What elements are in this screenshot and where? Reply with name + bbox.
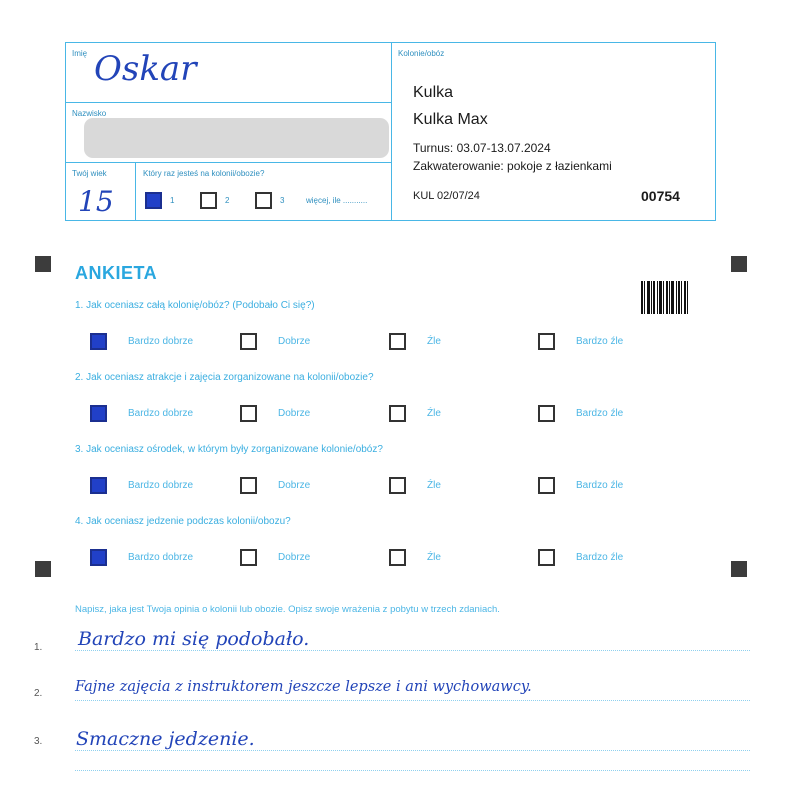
times-checkbox-3[interactable]: [255, 192, 272, 209]
times-option-3: 3: [280, 196, 285, 205]
opinion-line-2[interactable]: Fajne zajęcia z instruktorem jeszcze lepsze i ani wychowawcy.: [75, 679, 532, 695]
q2-option-label: Dobrze: [278, 408, 311, 419]
q3-option-label: Źle: [427, 480, 441, 491]
q1-option-label: Źle: [427, 336, 441, 347]
accommodation: Zakwaterowanie: pokoje z łazienkami: [413, 159, 612, 173]
camp-name: Kulka: [413, 84, 454, 101]
q4-option-label: Bardzo źle: [576, 552, 624, 563]
camp-code: KUL 02/07/24: [413, 190, 480, 202]
line-number: 3.: [34, 736, 43, 747]
times-option-more: więcej, ile ...........: [306, 196, 368, 205]
form-number: 00754: [641, 188, 680, 204]
q2-checkbox-bardzo-zle[interactable]: [538, 405, 555, 422]
q1-option-label: Bardzo źle: [576, 336, 624, 347]
opinion-line-3[interactable]: Smaczne jedzenie.: [76, 728, 255, 750]
first-name-field[interactable]: Oskar: [94, 49, 197, 89]
first-name-label: Imię: [72, 49, 88, 58]
divider: [135, 162, 136, 220]
times-label: Który raz jesteś na kolonii/obozie?: [143, 169, 265, 178]
times-checkbox-1[interactable]: [145, 192, 162, 209]
q4-checkbox-zle[interactable]: [389, 549, 406, 566]
q3-checkbox-bardzo-zle[interactable]: [538, 477, 555, 494]
times-checkbox-2[interactable]: [200, 192, 217, 209]
line-number: 1.: [34, 642, 43, 653]
writing-line: [75, 750, 750, 751]
q4-option-label: Źle: [427, 552, 441, 563]
q1-checkbox-zle[interactable]: [389, 333, 406, 350]
turnus-dates: Turnus: 03.07-13.07.2024: [413, 141, 551, 155]
question-1: 1. Jak oceniasz całą kolonię/obóz? (Podobało Ci się?): [75, 300, 315, 311]
q3-option-label: Bardzo dobrze: [128, 480, 194, 491]
q4-checkbox-bardzo-zle[interactable]: [538, 549, 555, 566]
surname-redacted-field[interactable]: [84, 118, 389, 158]
registration-marker: [731, 561, 747, 577]
q2-checkbox-dobrze[interactable]: [240, 405, 257, 422]
barcode: [641, 281, 692, 314]
q2-checkbox-zle[interactable]: [389, 405, 406, 422]
registration-marker: [35, 561, 51, 577]
divider: [66, 102, 391, 103]
personal-info-form: [65, 42, 716, 221]
q4-option-label: Dobrze: [278, 552, 311, 563]
q3-checkbox-dobrze[interactable]: [240, 477, 257, 494]
registration-marker: [35, 256, 51, 272]
q3-option-label: Dobrze: [278, 480, 311, 491]
q4-checkbox-dobrze[interactable]: [240, 549, 257, 566]
registration-marker: [731, 256, 747, 272]
age-field[interactable]: 15: [78, 185, 114, 218]
survey-title: ANKIETA: [75, 263, 158, 283]
camp-variant: Kulka Max: [413, 111, 488, 128]
q3-option-label: Bardzo źle: [576, 480, 624, 491]
q1-checkbox-dobrze[interactable]: [240, 333, 257, 350]
question-2: 2. Jak oceniasz atrakcje i zajęcia zorganizowane na kolonii/obozie?: [75, 372, 374, 383]
divider: [391, 43, 392, 220]
line-number: 2.: [34, 688, 43, 699]
q1-option-label: Bardzo dobrze: [128, 336, 194, 347]
q1-option-label: Dobrze: [278, 336, 311, 347]
q4-checkbox-bardzo-dobrze[interactable]: [90, 549, 107, 566]
q4-option-label: Bardzo dobrze: [128, 552, 194, 563]
writing-line: [75, 770, 750, 771]
camp-label: Kolonie/obóz: [398, 49, 445, 58]
times-option-2: 2: [225, 196, 230, 205]
age-label: Twój wiek: [72, 169, 107, 178]
q2-option-label: Bardzo dobrze: [128, 408, 194, 419]
q2-checkbox-bardzo-dobrze[interactable]: [90, 405, 107, 422]
q1-checkbox-bardzo-zle[interactable]: [538, 333, 555, 350]
q2-option-label: Źle: [427, 408, 441, 419]
question-4: 4. Jak oceniasz jedzenie podczas kolonii/obozu?: [75, 516, 291, 527]
surname-label: Nazwisko: [72, 109, 107, 118]
q3-checkbox-zle[interactable]: [389, 477, 406, 494]
q2-option-label: Bardzo źle: [576, 408, 624, 419]
divider: [66, 162, 391, 163]
times-option-1: 1: [170, 196, 175, 205]
q3-checkbox-bardzo-dobrze[interactable]: [90, 477, 107, 494]
writing-line: [75, 700, 750, 701]
q1-checkbox-bardzo-dobrze[interactable]: [90, 333, 107, 350]
question-3: 3. Jak oceniasz ośrodek, w którym były zorganizowane kolonie/obóz?: [75, 444, 383, 455]
opinion-prompt: Napisz, jaka jest Twoja opinia o kolonii lub obozie. Opisz swoje wrażenia z pobytu w trzech zdaniach.: [75, 604, 500, 615]
writing-line: [75, 650, 750, 651]
opinion-line-1[interactable]: Bardzo mi się podobało.: [78, 628, 310, 650]
